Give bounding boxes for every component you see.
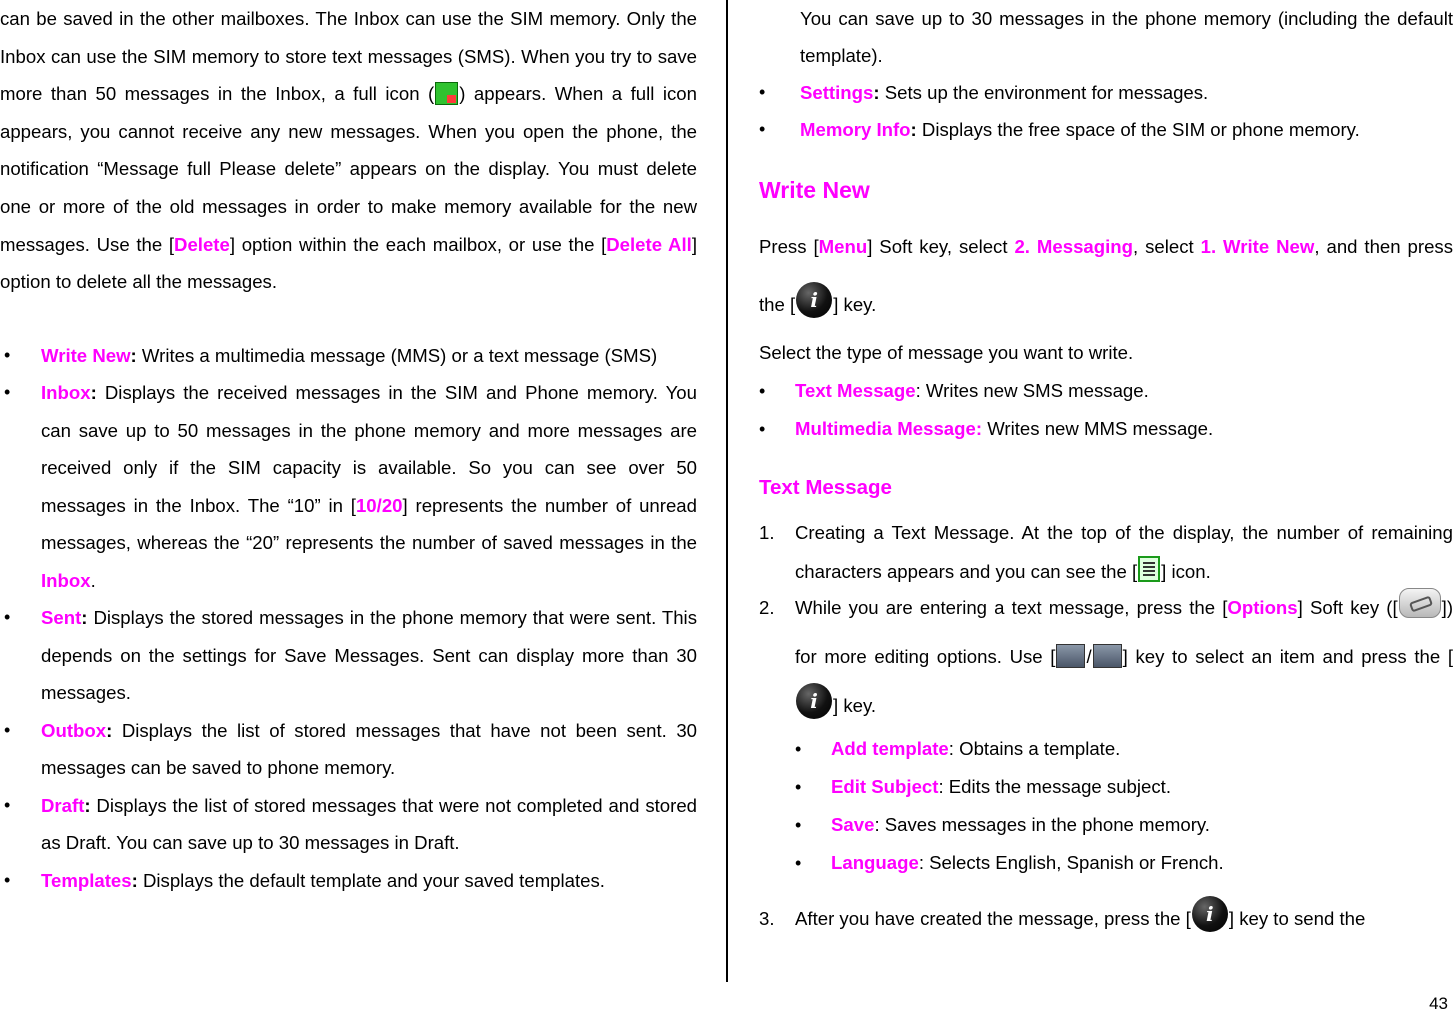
highlight-term: Save xyxy=(831,814,875,835)
list-item-save xyxy=(795,806,1453,844)
ok-key-icon: i xyxy=(1192,896,1228,932)
settings-list xyxy=(759,74,1453,148)
text-run: ]) for more editing options. Use [ xyxy=(795,597,1454,667)
highlight-term: Memory Info xyxy=(800,119,911,140)
highlight-term: Text Message xyxy=(795,380,916,401)
highlight-term: 1. Write New xyxy=(1200,236,1315,257)
editing-options-list xyxy=(795,730,1453,882)
list-item-multimedia-message xyxy=(759,410,1453,448)
step-1 xyxy=(759,513,1453,591)
bold-colon: : xyxy=(910,119,917,140)
highlight-term: Multimedia Message: xyxy=(795,418,983,439)
list-item-write-new xyxy=(0,337,697,375)
step-2 xyxy=(759,583,1453,730)
message-type-list xyxy=(759,372,1453,448)
bold-colon: : xyxy=(84,794,91,816)
text-run: : Saves messages in the phone memory. xyxy=(874,814,1210,835)
highlight-term: Add template xyxy=(831,738,949,759)
bold-colon: : xyxy=(90,382,97,404)
bold-colon: : xyxy=(130,344,137,366)
text-run: Displays the default template and your saved templates. xyxy=(137,869,605,891)
highlight-term: Inbox xyxy=(41,382,91,404)
text-run: Writes a multimedia message (MMS) or a text message (SMS) xyxy=(136,344,658,366)
highlight-term: Outbox xyxy=(41,719,107,741)
text-run: ] represents the number of unread messages, whereas the “20” represents the number of saved messages in the xyxy=(41,494,697,554)
text-run: ] key to select an item and press the [ xyxy=(1122,646,1453,667)
list-item-language xyxy=(795,844,1453,882)
text-run: Displays the list of stored messages that have not been sent. 30 messages can be saved to phone memory. xyxy=(41,719,697,779)
text-run: Press [ xyxy=(759,236,819,257)
text-run: ] option to delete all the messages. xyxy=(0,233,697,293)
highlight-term: Edit Subject xyxy=(831,776,939,797)
highlight-term: Menu xyxy=(818,236,868,257)
highlight-term: Inbox xyxy=(41,569,91,591)
message-icon xyxy=(1138,556,1160,582)
full-icon xyxy=(435,82,458,105)
bold-colon: : xyxy=(106,719,113,741)
select-type-text: Select the type of message you want to write. xyxy=(759,342,1134,363)
list-item-inbox xyxy=(0,374,697,599)
text-run: ] Soft key, select xyxy=(867,236,1015,257)
options-key-icon xyxy=(1399,588,1441,618)
right-column xyxy=(759,0,1453,944)
text-run: . xyxy=(90,569,96,591)
highlight-term: Delete All xyxy=(606,233,692,255)
write-new-instructions xyxy=(759,218,1453,334)
text-run: ] Soft key ([ xyxy=(1297,597,1398,618)
list-item-draft xyxy=(0,787,697,862)
text-run: ] icon. xyxy=(1161,561,1211,582)
intro-paragraph xyxy=(0,0,697,301)
text-run: : Obtains a template. xyxy=(948,738,1121,759)
list-item-outbox xyxy=(0,712,697,787)
nav-down-icon xyxy=(1093,644,1122,668)
text-run: , and then press the [ xyxy=(759,236,1454,315)
column-divider xyxy=(726,0,728,982)
step-number: 2. xyxy=(759,597,775,618)
templates-continuation xyxy=(759,0,1453,74)
text-run: ) appears. When a full icon appears, you cannot receive any new messages. When you open the phone, the notification “Message full Please delete” appears on the display. You must delete one or more of the old messages in order to make memory available for the new messages. Use the [ xyxy=(0,83,697,255)
text-run: ] key to send the xyxy=(1228,908,1366,929)
text-run: ] option within the each mailbox, or use the [ xyxy=(229,233,607,255)
text-run: You can save up to 30 messages in the phone memory (including the default template). xyxy=(800,8,1453,66)
highlight-term: Write New xyxy=(41,344,131,366)
list-item-memory-info xyxy=(759,111,1453,148)
text-run: : Edits the message subject. xyxy=(938,776,1171,797)
text-run: After you have created the message, press the [ xyxy=(795,908,1191,929)
text-run: Writes new MMS message. xyxy=(982,418,1214,439)
step-number: 1. xyxy=(759,522,775,543)
text-run: Displays the list of stored messages that were not completed and stored as Draft. You can save up to 30 messages in Draft. xyxy=(41,794,697,854)
text-run: While you are entering a text message, press the [ xyxy=(795,597,1228,618)
text-run: ] key. xyxy=(833,695,877,716)
step-text xyxy=(795,522,1453,582)
list-item-text-message xyxy=(759,372,1453,410)
list-item-sent xyxy=(0,599,697,712)
steps-list xyxy=(759,513,1453,730)
step-number: 3. xyxy=(759,908,775,929)
highlight-term: 2. Messaging xyxy=(1014,236,1133,257)
ok-key-icon: i xyxy=(796,683,832,719)
highlight-term: Settings xyxy=(800,82,874,103)
highlight-term: Options xyxy=(1227,597,1298,618)
text-run: : Writes new SMS message. xyxy=(915,380,1149,401)
highlight-term: 10/20 xyxy=(355,494,403,516)
text-run: Displays the stored messages in the phone memory that were sent. This depends on the settings for Save Messages. Sent can display more than 30 messages. xyxy=(41,607,697,704)
highlight-term: Draft xyxy=(41,794,85,816)
text-run: Displays the received messages in the SIM and Phone memory. You can save up to 50 messages in the phone memory and more messages are received only if the SIM capacity is available. So you can see over 50 messages in the Inbox. The “10” in [ xyxy=(41,382,697,516)
step-text xyxy=(795,597,1453,716)
text-run: Displays the free space of the SIM or phone memory. xyxy=(916,119,1360,140)
step-3 xyxy=(759,894,1453,944)
highlight-term: Language xyxy=(831,852,919,873)
bold-colon: : xyxy=(131,869,138,891)
left-column xyxy=(0,0,697,899)
text-run: / xyxy=(1086,646,1092,667)
text-run: Sets up the environment for messages. xyxy=(879,82,1209,103)
ok-key-icon: i xyxy=(796,282,832,318)
text-run: Creating a Text Message. At the top of the display, the number of remaining characters appears and you can see the [ xyxy=(795,522,1453,582)
nav-up-icon xyxy=(1056,644,1085,668)
list-item-templates xyxy=(0,862,697,900)
heading-write-new: Write New xyxy=(759,177,870,203)
text-run: : Selects English, Spanish or French. xyxy=(918,852,1224,873)
text-run: can be saved in the other mailboxes. The Inbox can use the SIM memory. Only the Inbox can use the SIM memory to store text messages (SMS). When you try to save more than 50 messages in the Inbox, a full icon ( xyxy=(0,8,697,105)
list-item-add-template xyxy=(795,730,1453,768)
list-item-settings xyxy=(759,74,1453,111)
bold-colon: : xyxy=(81,607,88,629)
page-number: 43 xyxy=(1429,994,1448,1013)
highlight-term: Sent xyxy=(41,607,82,629)
list-item-edit-subject xyxy=(795,768,1453,806)
bold-colon: : xyxy=(873,82,880,103)
step-text xyxy=(795,902,1366,929)
text-run: , select xyxy=(1133,236,1201,257)
heading-text-message: Text Message xyxy=(759,476,892,499)
text-run: ] key. xyxy=(833,294,877,315)
highlight-term: Templates xyxy=(41,869,132,891)
highlight-term: Delete xyxy=(174,233,230,255)
mailbox-list xyxy=(0,337,697,900)
